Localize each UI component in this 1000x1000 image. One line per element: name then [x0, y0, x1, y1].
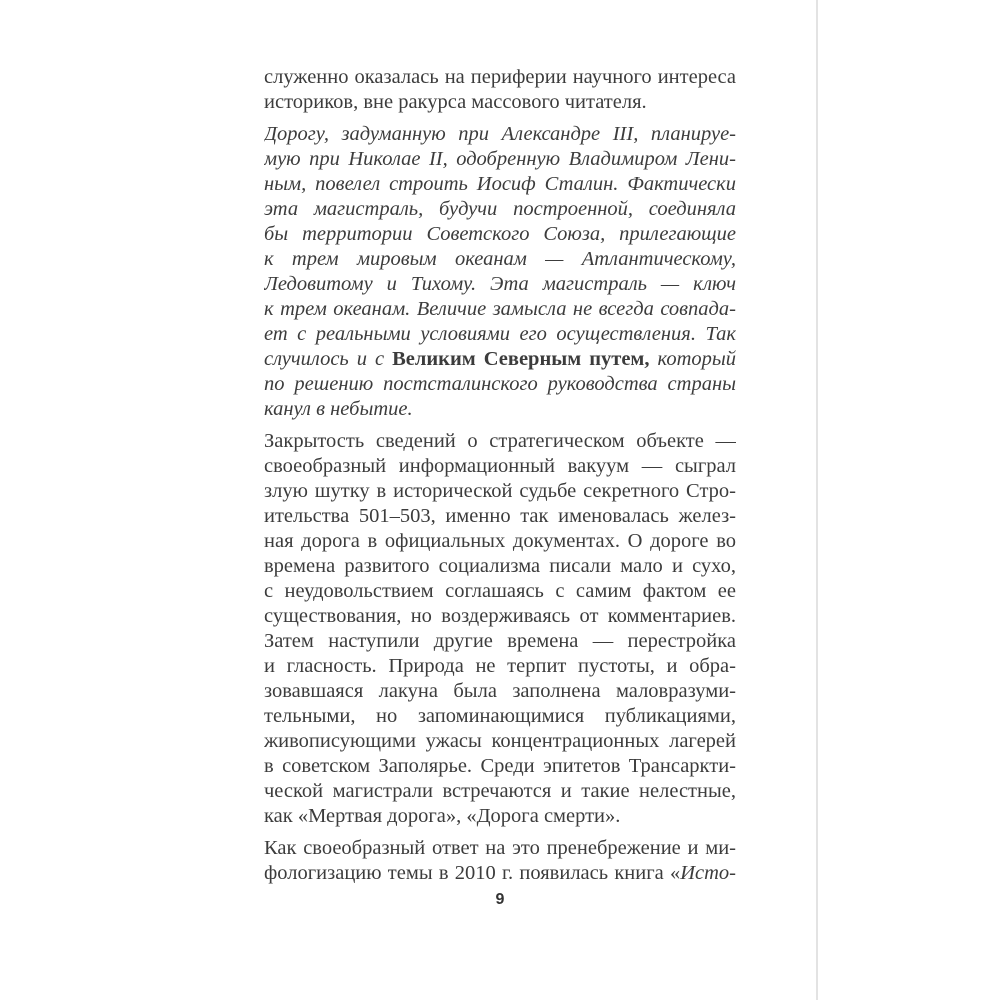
- text-segment: зовавшаяся лакуна была заполнена маловразуми-: [264, 680, 736, 702]
- text-segment: бы территории Советского Союза, прилегающие: [264, 223, 736, 245]
- text-segment: ительства 501–503, именно так именовалась желез-: [264, 505, 736, 527]
- text-segment: Как своеобразный ответ на это пренебрежение и ми-: [264, 837, 736, 859]
- text-line: [264, 554, 736, 579]
- text-line: [264, 222, 736, 247]
- text-segment: мую при Николае II, одобренную Владимиром Лени-: [264, 148, 736, 170]
- text-segment: живописующими ужасы концентрационных лагерей: [264, 730, 736, 752]
- text-segment: историков, вне ракурса массового читателя.: [264, 91, 647, 113]
- text-line: [264, 504, 736, 529]
- text-segment: Великим Северным путем,: [392, 348, 650, 370]
- text-line: [264, 704, 736, 729]
- text-segment: в советском Заполярье. Среди эпитетов Трансаркти-: [264, 755, 736, 777]
- text-segment: существования, но воздерживаясь от комментариев.: [264, 605, 736, 627]
- text-line: [264, 347, 736, 372]
- text-segment: ет с реальными условиями его осуществления. Так: [264, 323, 736, 345]
- text-line: [264, 779, 736, 804]
- text-line: [264, 629, 736, 654]
- text-line: [264, 272, 736, 297]
- text-segment: служенно оказалась на периферии научного интереса: [264, 66, 736, 88]
- text-segment: времена развитого социализма писали мало и сухо,: [264, 555, 736, 577]
- text-column: [264, 65, 736, 886]
- text-segment: Исто-: [680, 862, 736, 884]
- text-line: [264, 247, 736, 272]
- text-segment: как «Мертвая дорога», «Дорога смерти».: [264, 805, 621, 827]
- text-segment: который: [649, 348, 736, 370]
- text-segment: и гласность. Природа не терпит пустоты, и обра-: [264, 655, 736, 677]
- text-segment: по решению постсталинского руководства страны: [264, 373, 736, 395]
- text-segment: с неудовольствием соглашаясь с самим фактом ее: [264, 580, 736, 602]
- text-segment: канул в небытие.: [264, 398, 413, 420]
- text-segment: Дорогу, задуманную при Александре III, планируе-: [264, 123, 736, 145]
- paragraph: [264, 836, 736, 886]
- text-segment: эта магистраль, будучи построенной, соединяла: [264, 198, 736, 220]
- text-line: [264, 322, 736, 347]
- text-segment: фологизацию темы в 2010 г. появилась книга «: [264, 862, 681, 884]
- text-line: [264, 147, 736, 172]
- text-line: [264, 65, 736, 90]
- text-line: [264, 729, 736, 754]
- text-line: [264, 679, 736, 704]
- text-line: [264, 90, 736, 115]
- text-segment: Затем наступили другие времена — перестройка: [264, 630, 736, 652]
- text-line: [264, 861, 736, 886]
- text-line: [264, 754, 736, 779]
- text-segment: к трем океанам. Величие замысла не всегда совпада-: [264, 298, 736, 320]
- text-segment: злую шутку в исторической судьбе секретного Стро-: [264, 480, 736, 502]
- text-line: [264, 836, 736, 861]
- paragraph: [264, 122, 736, 422]
- text-line: [264, 429, 736, 454]
- text-line: [264, 804, 736, 829]
- text-segment: случилось и с: [264, 348, 393, 370]
- text-segment: своеобразный информационный вакуум — сыграл: [264, 455, 736, 477]
- text-line: [264, 654, 736, 679]
- text-line: [264, 454, 736, 479]
- text-line: [264, 197, 736, 222]
- text-segment: Закрытость сведений о стратегическом объекте —: [264, 430, 736, 452]
- text-segment: ная дорога в официальных документах. О дороге во: [264, 530, 736, 552]
- text-segment: ным, повелел строить Иосиф Сталин. Фактически: [264, 173, 736, 195]
- text-line: [264, 397, 736, 422]
- paragraph: [264, 429, 736, 829]
- text-line: [264, 297, 736, 322]
- text-segment: тельными, но запоминающимися публикациями,: [264, 705, 736, 727]
- text-segment: ческой магистрали встречаются и такие нелестные,: [264, 780, 736, 802]
- page-number: 9: [495, 891, 505, 908]
- page-edge-divider: [816, 0, 818, 1000]
- paragraph: [264, 65, 736, 115]
- text-line: [264, 122, 736, 147]
- text-segment: Ледовитому и Тихому. Эта магистраль — ключ: [264, 273, 736, 295]
- text-line: [264, 172, 736, 197]
- text-line: [264, 529, 736, 554]
- text-segment: к трем мировым океанам — Атлантическому,: [264, 248, 736, 270]
- text-line: [264, 372, 736, 397]
- text-line: [264, 579, 736, 604]
- text-line: [264, 479, 736, 504]
- text-line: [264, 604, 736, 629]
- paragraphs: [264, 65, 736, 886]
